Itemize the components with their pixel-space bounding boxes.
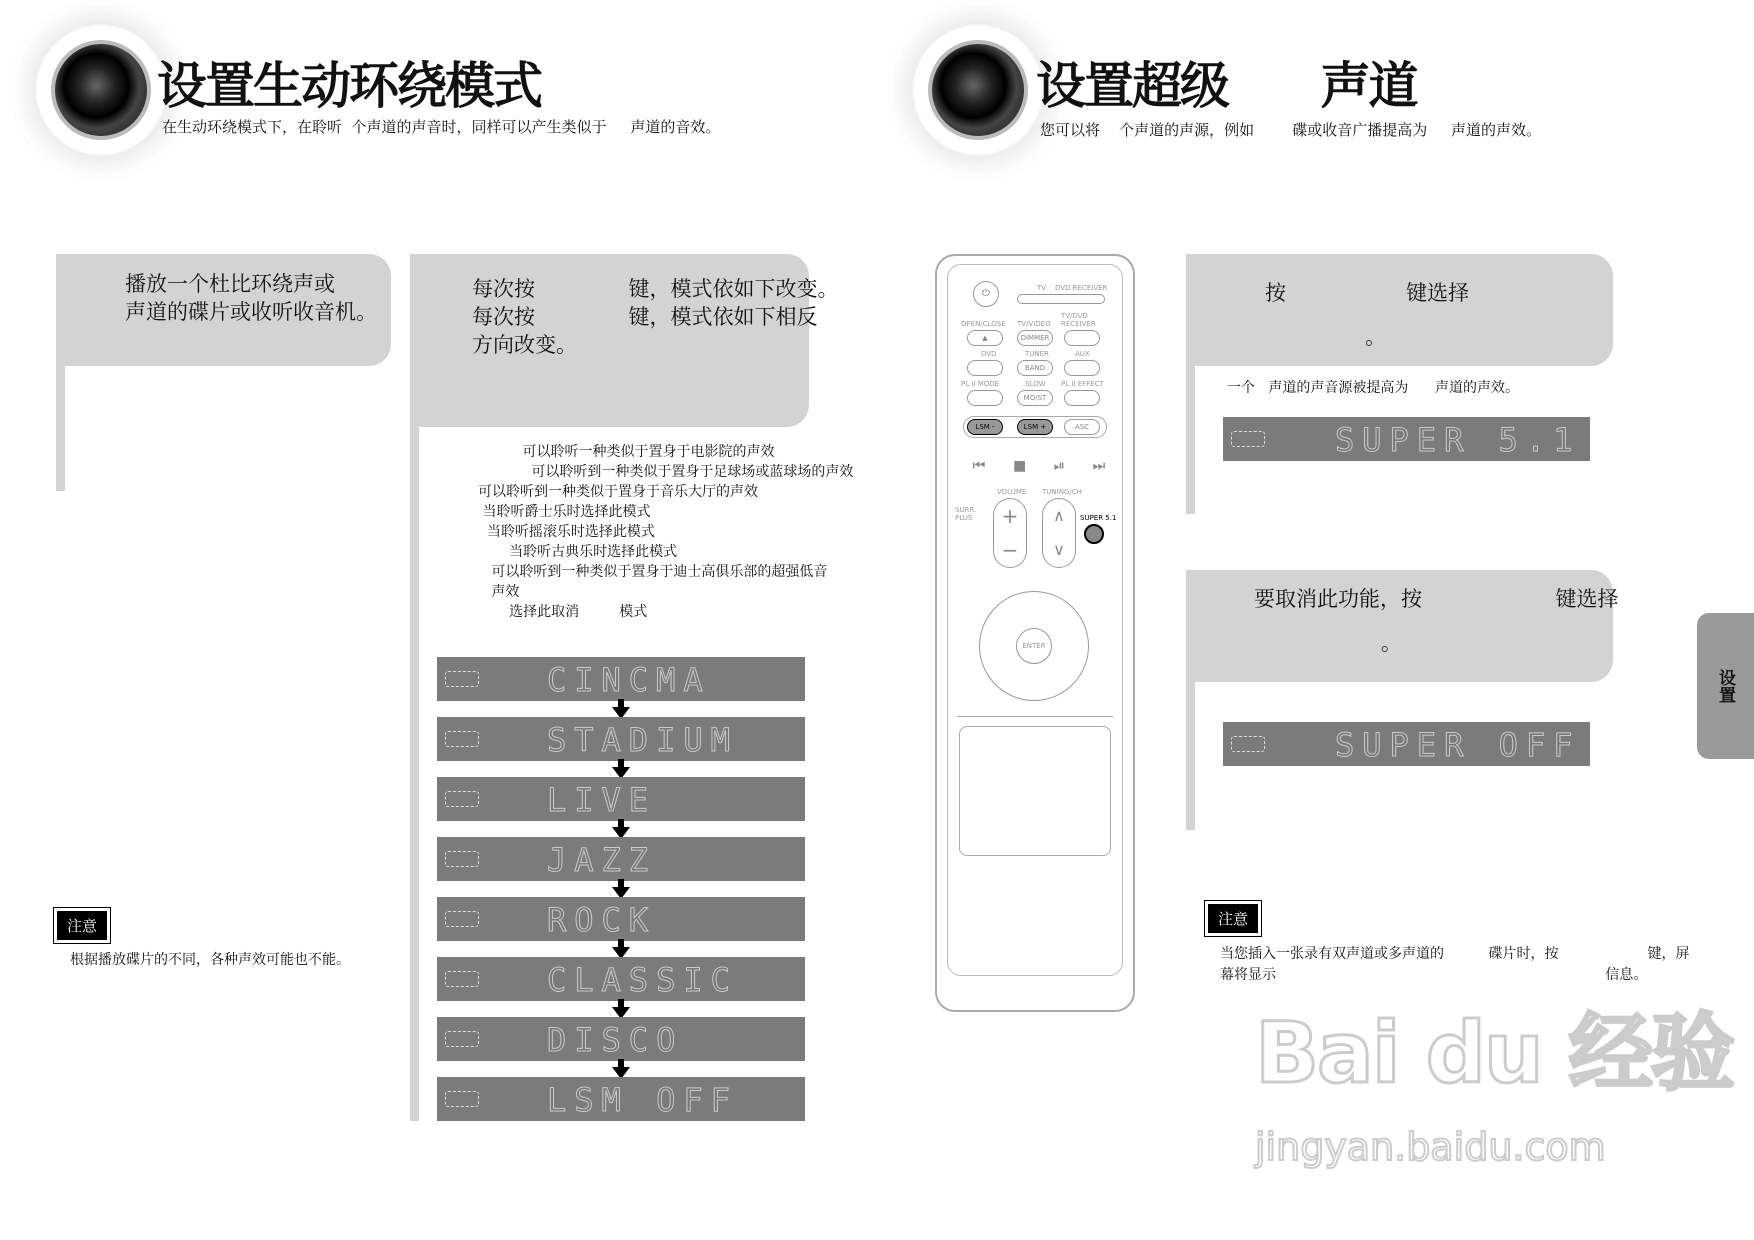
page-subtitle: 在生动环绕模式下，在聆听 个声道的声音时，同样可以产生类似于 声道的音效。 [162,118,721,136]
lcd-text: JAZZ [547,841,657,879]
speaker-layout-icon [445,791,479,807]
watermark-logo: Bai du 经验 [1255,1004,1733,1102]
navigation-pad: ENTER [979,591,1089,701]
lcd-text: DISCO [547,1021,684,1059]
lcd-text: LIVE [547,781,657,819]
label-slow: SLOW [1025,380,1046,388]
lcd-mode-6 [437,1017,805,1061]
label-surr-plus: SURR. PLUS [955,506,977,522]
lcd-mode-7 [437,1077,805,1121]
step1-bar [56,360,65,491]
lcd-text: LSM OFF [547,1081,738,1119]
speaker-layout-icon [445,911,479,927]
label-dvd: DVD [981,350,997,358]
numeric-keypad [959,726,1111,856]
speaker-layout-icon [445,851,479,867]
speaker-layout-icon [445,731,479,747]
mode-desc: 选择此取消 模式 [478,604,648,620]
page-title: 设置生动环绕模式 [157,57,541,115]
most-button: MO/ST [1017,390,1053,406]
mode-descriptions [478,442,853,622]
label-volume: VOLUME [997,488,1027,496]
watermark-url: jingyan.baidu.com [1255,1125,1606,1169]
lcd-text: CLASSIC [547,961,738,999]
dimmer-button: DIMMER [1017,330,1053,346]
lsm-plus-button: LSM + [1017,419,1053,435]
power-icon: ⏻ [973,281,999,307]
page-subtitle: 您可以将 个声道的声源，例如 碟或收音广播提高为 声道的声效。 [1040,121,1542,139]
note-label: 注意 [1207,903,1259,934]
lcd-mode-2 [437,777,805,821]
open-close-button: ▲ [967,330,1003,346]
pl2-mode-button [967,390,1003,406]
label-aux: AUX [1075,350,1090,358]
mode-desc: 当聆听摇滚乐时选择此模式 [478,524,655,540]
label-tuning: TUNING/CH [1042,488,1082,496]
step1-description: 一个 声道的声音源被提高为 声道的声效。 [1227,380,1520,396]
label-tv-video: TV/VIDEO [1017,320,1051,328]
label-open-close: OPEN/CLOSE [961,320,1006,328]
mode-desc: 当聆听爵士乐时选择此模式 [478,504,651,520]
step1-text: 按 键选择 。 [1265,281,1470,349]
mode-desc: 可以聆听到一种类似于置身于足球场或蓝球场的声效 [478,464,854,480]
aux-button [1064,360,1100,376]
label-tv-dvd: TV/DVD RECEIVER [1061,312,1096,328]
dvd-button [967,360,1003,376]
speaker-layout-icon [445,671,479,687]
mode-desc: 声效 [478,584,520,600]
lcd-display: SUPER OFF [1223,722,1590,766]
asc-button: ASC [1064,419,1100,435]
lcd-text: STADIUM [547,721,738,759]
band-button: BAND [1017,360,1053,376]
speaker-layout-icon [445,1091,479,1107]
lcd-mode-4 [437,897,805,941]
mode-desc: 可以聆听到一种类似于置身于音乐大厅的声效 [478,484,758,500]
lcd-mode-3 [437,837,805,881]
label-pl2-mode: PL II MODE [961,380,1000,388]
super51-button [1084,524,1104,544]
side-tab-settings[interactable]: 设置 [1697,613,1754,759]
speaker-layout-icon [445,971,479,987]
lcd-mode-1 [437,717,805,761]
label-super51: SUPER 5.1 [1080,514,1117,522]
label-tuner: TUNER [1025,350,1049,358]
label-dvd-receiver: DVD RECEIVER [1055,284,1108,292]
lcd-display: SUPER 5.1 [1223,417,1590,461]
note-label: 注意 [56,910,108,941]
tv-dvd-button [1064,330,1100,346]
step2-bar [410,420,419,1121]
lsm-minus-button: LSM - [967,419,1003,435]
mode-desc: 可以聆听一种类似于置身于电影院的声效 [478,444,775,460]
label-tv: TV [1037,284,1047,292]
volume-rocker: + − [993,498,1027,568]
mode-desc: 当聆听古典乐时选择此模式 [478,544,678,560]
step2-text: 要取消此功能，按 键选择 。 [1254,587,1619,655]
label-pl2-effect: PL II EFFECT [1061,380,1104,388]
mode-desc: 可以聆听到一种类似于置身于迪士高俱乐部的超强低音 [478,564,828,580]
lcd-text: CINCMA [547,661,711,699]
lcd-text: ROCK [547,901,657,939]
speaker-layout-icon [445,1031,479,1047]
note-text: 当您插入一张录有双声道或多声道的 碟片时，按 键，屏 幕将显示 信息。 [1220,946,1690,983]
tuning-rocker: ∧ ∨ [1042,498,1076,568]
transport-buttons: ⏮ ■ ⏯ ⏭ [972,458,1106,474]
step1-text: 播放一个杜比环绕声或 声道的碟片或收听收音机。 [125,272,377,324]
lcd-mode-5 [437,957,805,1001]
remote-control-illustration [935,254,1135,1012]
step2-text: 每次按 键，模式依如下改变。 每次按 键，模式依如下相反 方向改变。 [472,277,839,357]
step1-bar [1186,360,1195,514]
lcd-mode-0 [437,657,805,701]
pl2-effect-button [1064,390,1100,406]
note-text: 根据播放碟片的不同，各种声效可能也不能。 [70,952,350,968]
page-title: 设置超级 声道 [1036,57,1417,115]
step2-bar [1186,676,1195,830]
